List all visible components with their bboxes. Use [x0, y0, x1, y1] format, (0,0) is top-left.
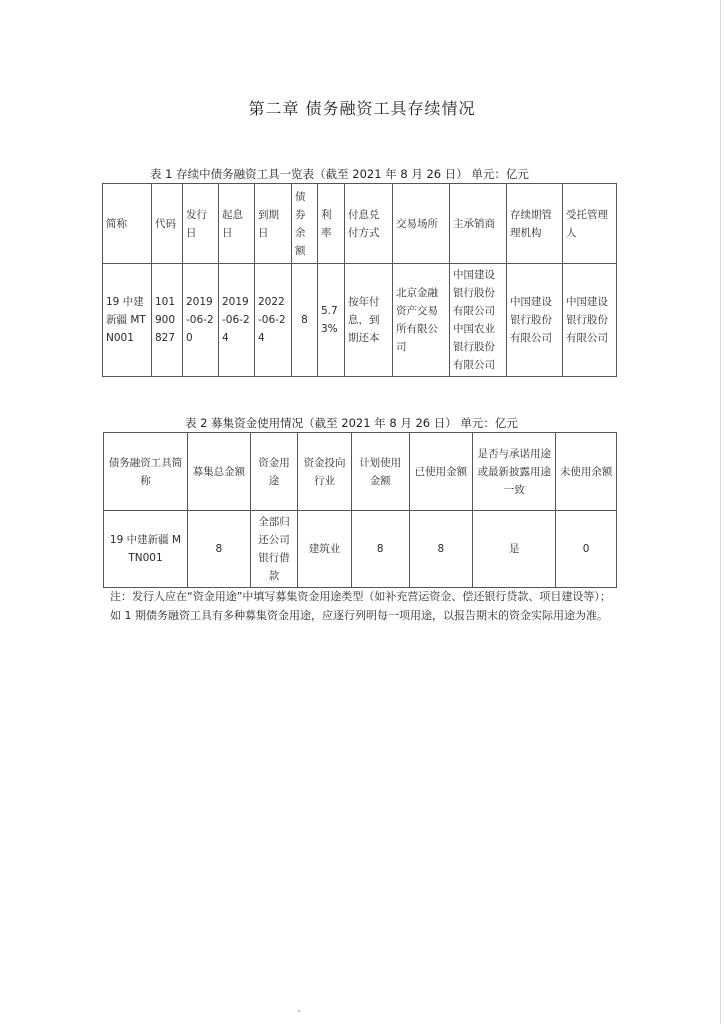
table1-header: 到期日	[255, 184, 292, 264]
table-row	[104, 511, 617, 588]
table1-header: 存续期管理机构	[507, 184, 563, 264]
table1-header: 付息兑付方式	[345, 184, 393, 264]
table2-header: 资金用途	[250, 433, 298, 511]
table1-cell: 北京金融资产交易所有限公司	[393, 264, 450, 377]
table1-cell: 19 中建新疆 MTN001	[103, 264, 152, 377]
table1-header: 代码	[152, 184, 183, 264]
table-row	[103, 264, 617, 377]
table2-header: 未使用余额	[556, 433, 617, 511]
table2-cell: 19 中建新疆 MTN001	[104, 511, 188, 588]
table1-header: 受托管理人	[563, 184, 617, 264]
page-edge-line	[720, 0, 721, 1024]
table2-header: 是否与承诺用途或最新披露用途一致	[473, 433, 556, 511]
table2-cell: 8	[351, 511, 409, 588]
table-note: 注：发行人应在“资金用途”中填写募集资金用途类型（如补充营运资金、偿还银行贷款、项目建设等）；如 1 期债务融资工具有多种募集资金用途，应逐行列明每一项用途，以报告期末的资金实际用途为准。	[110, 590, 611, 622]
chapter-title: 第二章 债务融资工具存续情况	[248, 99, 476, 118]
table1-cell: 中国建设银行股份有限公司	[563, 264, 617, 377]
table1-cell: 中国建设银行股份有限公司	[507, 264, 563, 377]
table2-header: 募集总金额	[187, 433, 250, 511]
table1-cell: 2019-06-20	[183, 264, 219, 377]
table2-header: 债务融资工具简称	[104, 433, 188, 511]
table2-caption: 表 2 募集资金使用情况（截至 2021 年 8 月 26 日） 单元：亿元	[185, 416, 518, 430]
table1-cell: 2019-06-24	[219, 264, 255, 377]
table1-header: 发行日	[183, 184, 219, 264]
table2-cell: 是	[473, 511, 556, 588]
outstanding-instruments-table	[102, 183, 617, 377]
table2-cell: 全部归还公司银行借款	[250, 511, 298, 588]
table2-header: 计划使用金额	[351, 433, 409, 511]
table1-cell: 5.73%	[318, 264, 345, 377]
table1-cell: 按年付息，到期还本	[345, 264, 393, 377]
fund-usage-table	[103, 432, 617, 588]
table1-header: 起息日	[219, 184, 255, 264]
table1-header: 利率	[318, 184, 345, 264]
table2-cell: 8	[187, 511, 250, 588]
table2-header: 资金投向行业	[298, 433, 352, 511]
table1-header: 简称	[103, 184, 152, 264]
table1-cell: 101900827	[152, 264, 183, 377]
table2-header-row	[104, 433, 617, 511]
scan-mark	[298, 1010, 300, 1012]
table2-cell: 建筑业	[298, 511, 352, 588]
table1-header: 交易场所	[393, 184, 450, 264]
table2-header: 已使用金额	[409, 433, 473, 511]
table1-header: 债券余额	[292, 184, 318, 264]
table1-cell: 中国建设银行股份有限公司 中国农业银行股份有限公司	[450, 264, 507, 377]
table1-header: 主承销商	[450, 184, 507, 264]
table2-cell: 8	[409, 511, 473, 588]
table2-cell: 0	[556, 511, 617, 588]
table1-header-row	[103, 184, 617, 264]
table1-caption: 表 1 存续中债务融资工具一览表（截至 2021 年 8 月 26 日） 单元：亿元	[150, 167, 529, 181]
table1-cell: 8	[292, 264, 318, 377]
table1-cell: 2022-06-24	[255, 264, 292, 377]
